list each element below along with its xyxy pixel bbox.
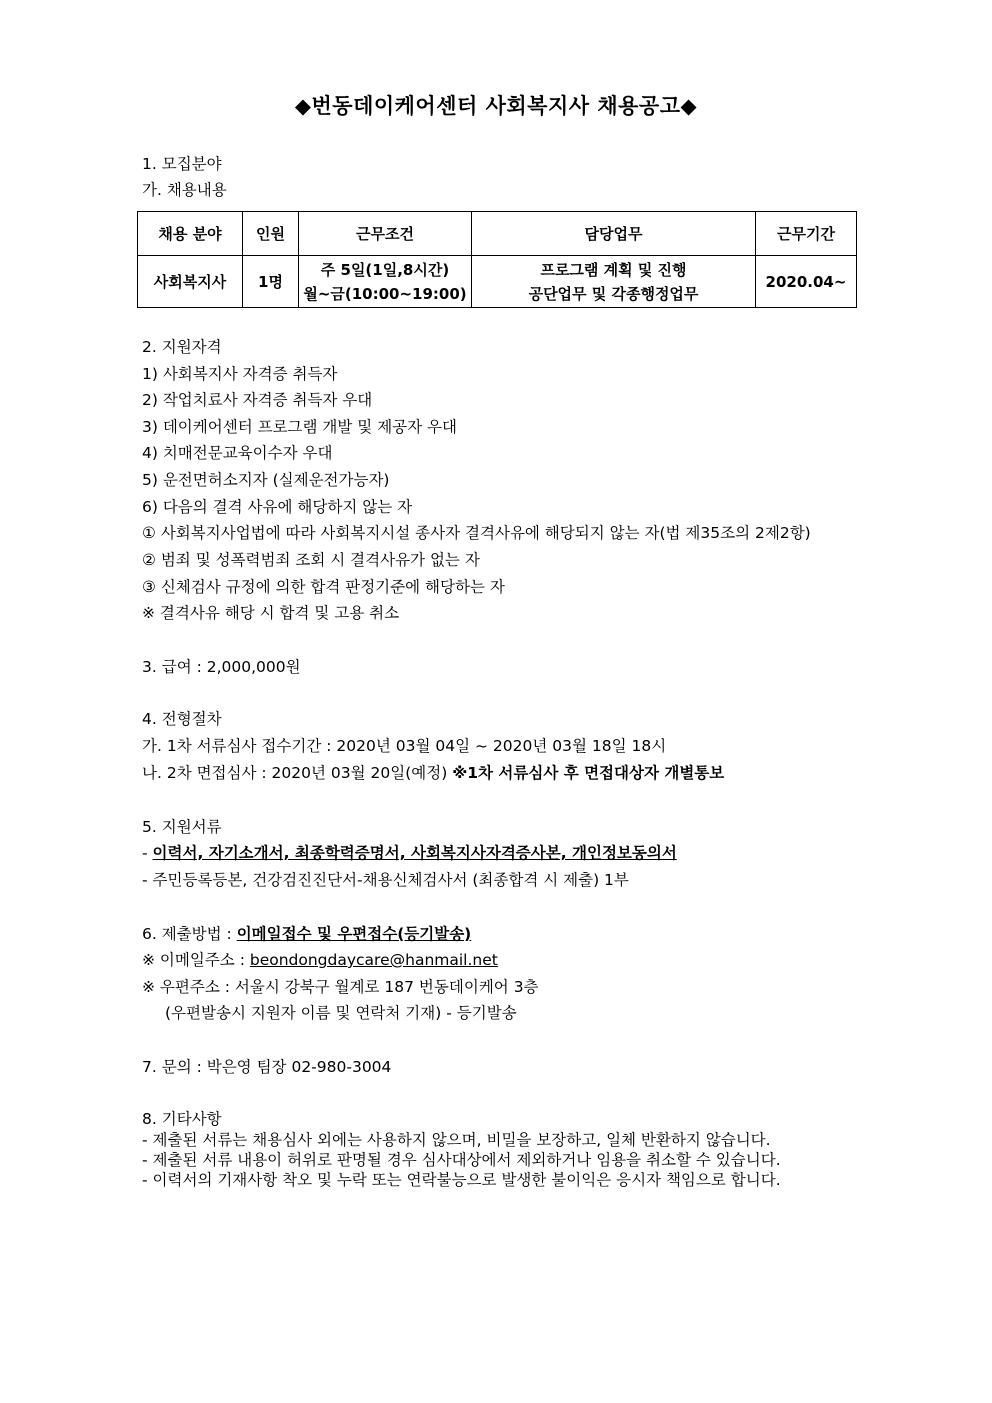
recruit-table — [137, 211, 857, 308]
screening-step2-note: ※1차 서류심사 후 면접대상자 개별통보 — [452, 764, 725, 782]
section1-sub: 가. 채용내용 — [142, 181, 227, 199]
header-field: 채용 분야 — [138, 212, 243, 256]
table-row — [138, 256, 857, 308]
table-header-row — [138, 212, 857, 256]
post-address: ※ 우편주소 : 서울시 강북구 월계로 187 번동데이케어 3층 — [142, 978, 539, 996]
salary: 3. 급여 : 2,000,000원 — [142, 658, 301, 676]
email-label: ※ 이메일주소 : — [142, 951, 250, 969]
submission-value: 이메일접수 및 우편접수(등기발송) — [236, 925, 472, 943]
note-item: - 이력서의 기재사항 착오 및 누락 또는 연락불능으로 발생한 불이익은 응시자 책임으로 합니다. — [142, 1171, 781, 1189]
header-condition: 근무조건 — [299, 212, 472, 256]
email-link[interactable]: beondongdaycare@hanmail.net — [249, 951, 498, 969]
header-duty: 담당업무 — [472, 212, 756, 256]
note-item: - 제출된 서류 내용이 허위로 판명될 경우 심사대상에서 제외하거나 임용을 취소할 수 있습니다. — [142, 1151, 781, 1169]
cell-period: 2020.04~ — [756, 256, 857, 308]
section4-heading: 4. 전형절차 — [142, 710, 222, 728]
qualification-item: 4) 치매전문교육이수자 우대 — [142, 444, 333, 462]
documents-list: 이력서, 자기소개서, 최종학력증명서, 사회복지사자격증사본, 개인정보동의서 — [152, 844, 677, 862]
screening-step1: 가. 1차 서류심사 접수기간 : 2020년 03월 04일 ~ 2020년 03월 18일 18시 — [142, 737, 667, 755]
cell-field: 사회복지사 — [138, 256, 243, 308]
qualification-item: ① 사회복지사업법에 따라 사회복지시설 종사자 결격사유에 해당되지 않는 자(법 제35조의 2제2항) — [142, 524, 811, 542]
cell-duty — [472, 256, 756, 308]
screening-step2 — [142, 763, 724, 783]
email-line — [142, 950, 498, 970]
post-note: (우편발송시 지원자 이름 및 연락처 기재) - 등기발송 — [165, 1004, 517, 1022]
note-item: - 제출된 서류는 채용심사 외에는 사용하지 않으며, 비밀을 보장하고, 일체 반환하지 않습니다. — [142, 1131, 771, 1149]
cell-count: 1명 — [243, 256, 299, 308]
cell-condition — [299, 256, 472, 308]
submission-label: 6. 제출방법 : — [142, 925, 237, 943]
documents-dash: - — [142, 844, 153, 862]
header-period: 근무기간 — [756, 212, 857, 256]
condition-line2: 월~금(10:00~19:00) — [303, 284, 467, 303]
documents-additional: - 주민등록등본, 건강검진진단서-채용신체검사서 (최종합격 시 제출) 1부 — [142, 871, 629, 889]
qualification-item: ② 범죄 및 성폭력범죄 조회 시 결격사유가 없는 자 — [142, 551, 480, 569]
qualification-item: 1) 사회복지사 자격증 취득자 — [142, 365, 338, 383]
page-title: ◆번동데이케어센터 사회복지사 채용공고◆ — [294, 94, 698, 118]
section8-heading: 8. 기타사항 — [142, 1110, 222, 1128]
qualification-item: ③ 신체검사 규정에 의한 합격 판정기준에 해당하는 자 — [142, 578, 505, 596]
condition-line1: 주 5일(1일,8시간) — [320, 260, 450, 279]
screening-step2-text: 나. 2차 면접심사 : 2020년 03월 20일(예정) — [142, 764, 448, 782]
qualification-item: 2) 작업치료사 자격증 취득자 우대 — [142, 391, 373, 409]
qualification-note: ※ 결격사유 해당 시 합격 및 고용 취소 — [142, 604, 400, 622]
duty-line2: 공단업무 및 각종행정업무 — [528, 284, 699, 303]
documents-required — [142, 843, 677, 863]
qualification-item: 5) 운전면허소지자 (실제운전가능자) — [142, 471, 390, 489]
contact: 7. 문의 : 박은영 팀장 02-980-3004 — [142, 1058, 392, 1076]
section5-heading: 5. 지원서류 — [142, 818, 222, 836]
qualification-item: 6) 다음의 결격 사유에 해당하지 않는 자 — [142, 498, 413, 516]
header-count: 인원 — [243, 212, 299, 256]
submission-method — [142, 924, 471, 944]
section1-heading: 1. 모집분야 — [142, 155, 222, 173]
duty-line1: 프로그램 계획 및 진행 — [540, 260, 687, 279]
qualification-item: 3) 데이케어센터 프로그램 개발 및 제공자 우대 — [142, 418, 457, 436]
section2-heading: 2. 지원자격 — [142, 338, 222, 356]
